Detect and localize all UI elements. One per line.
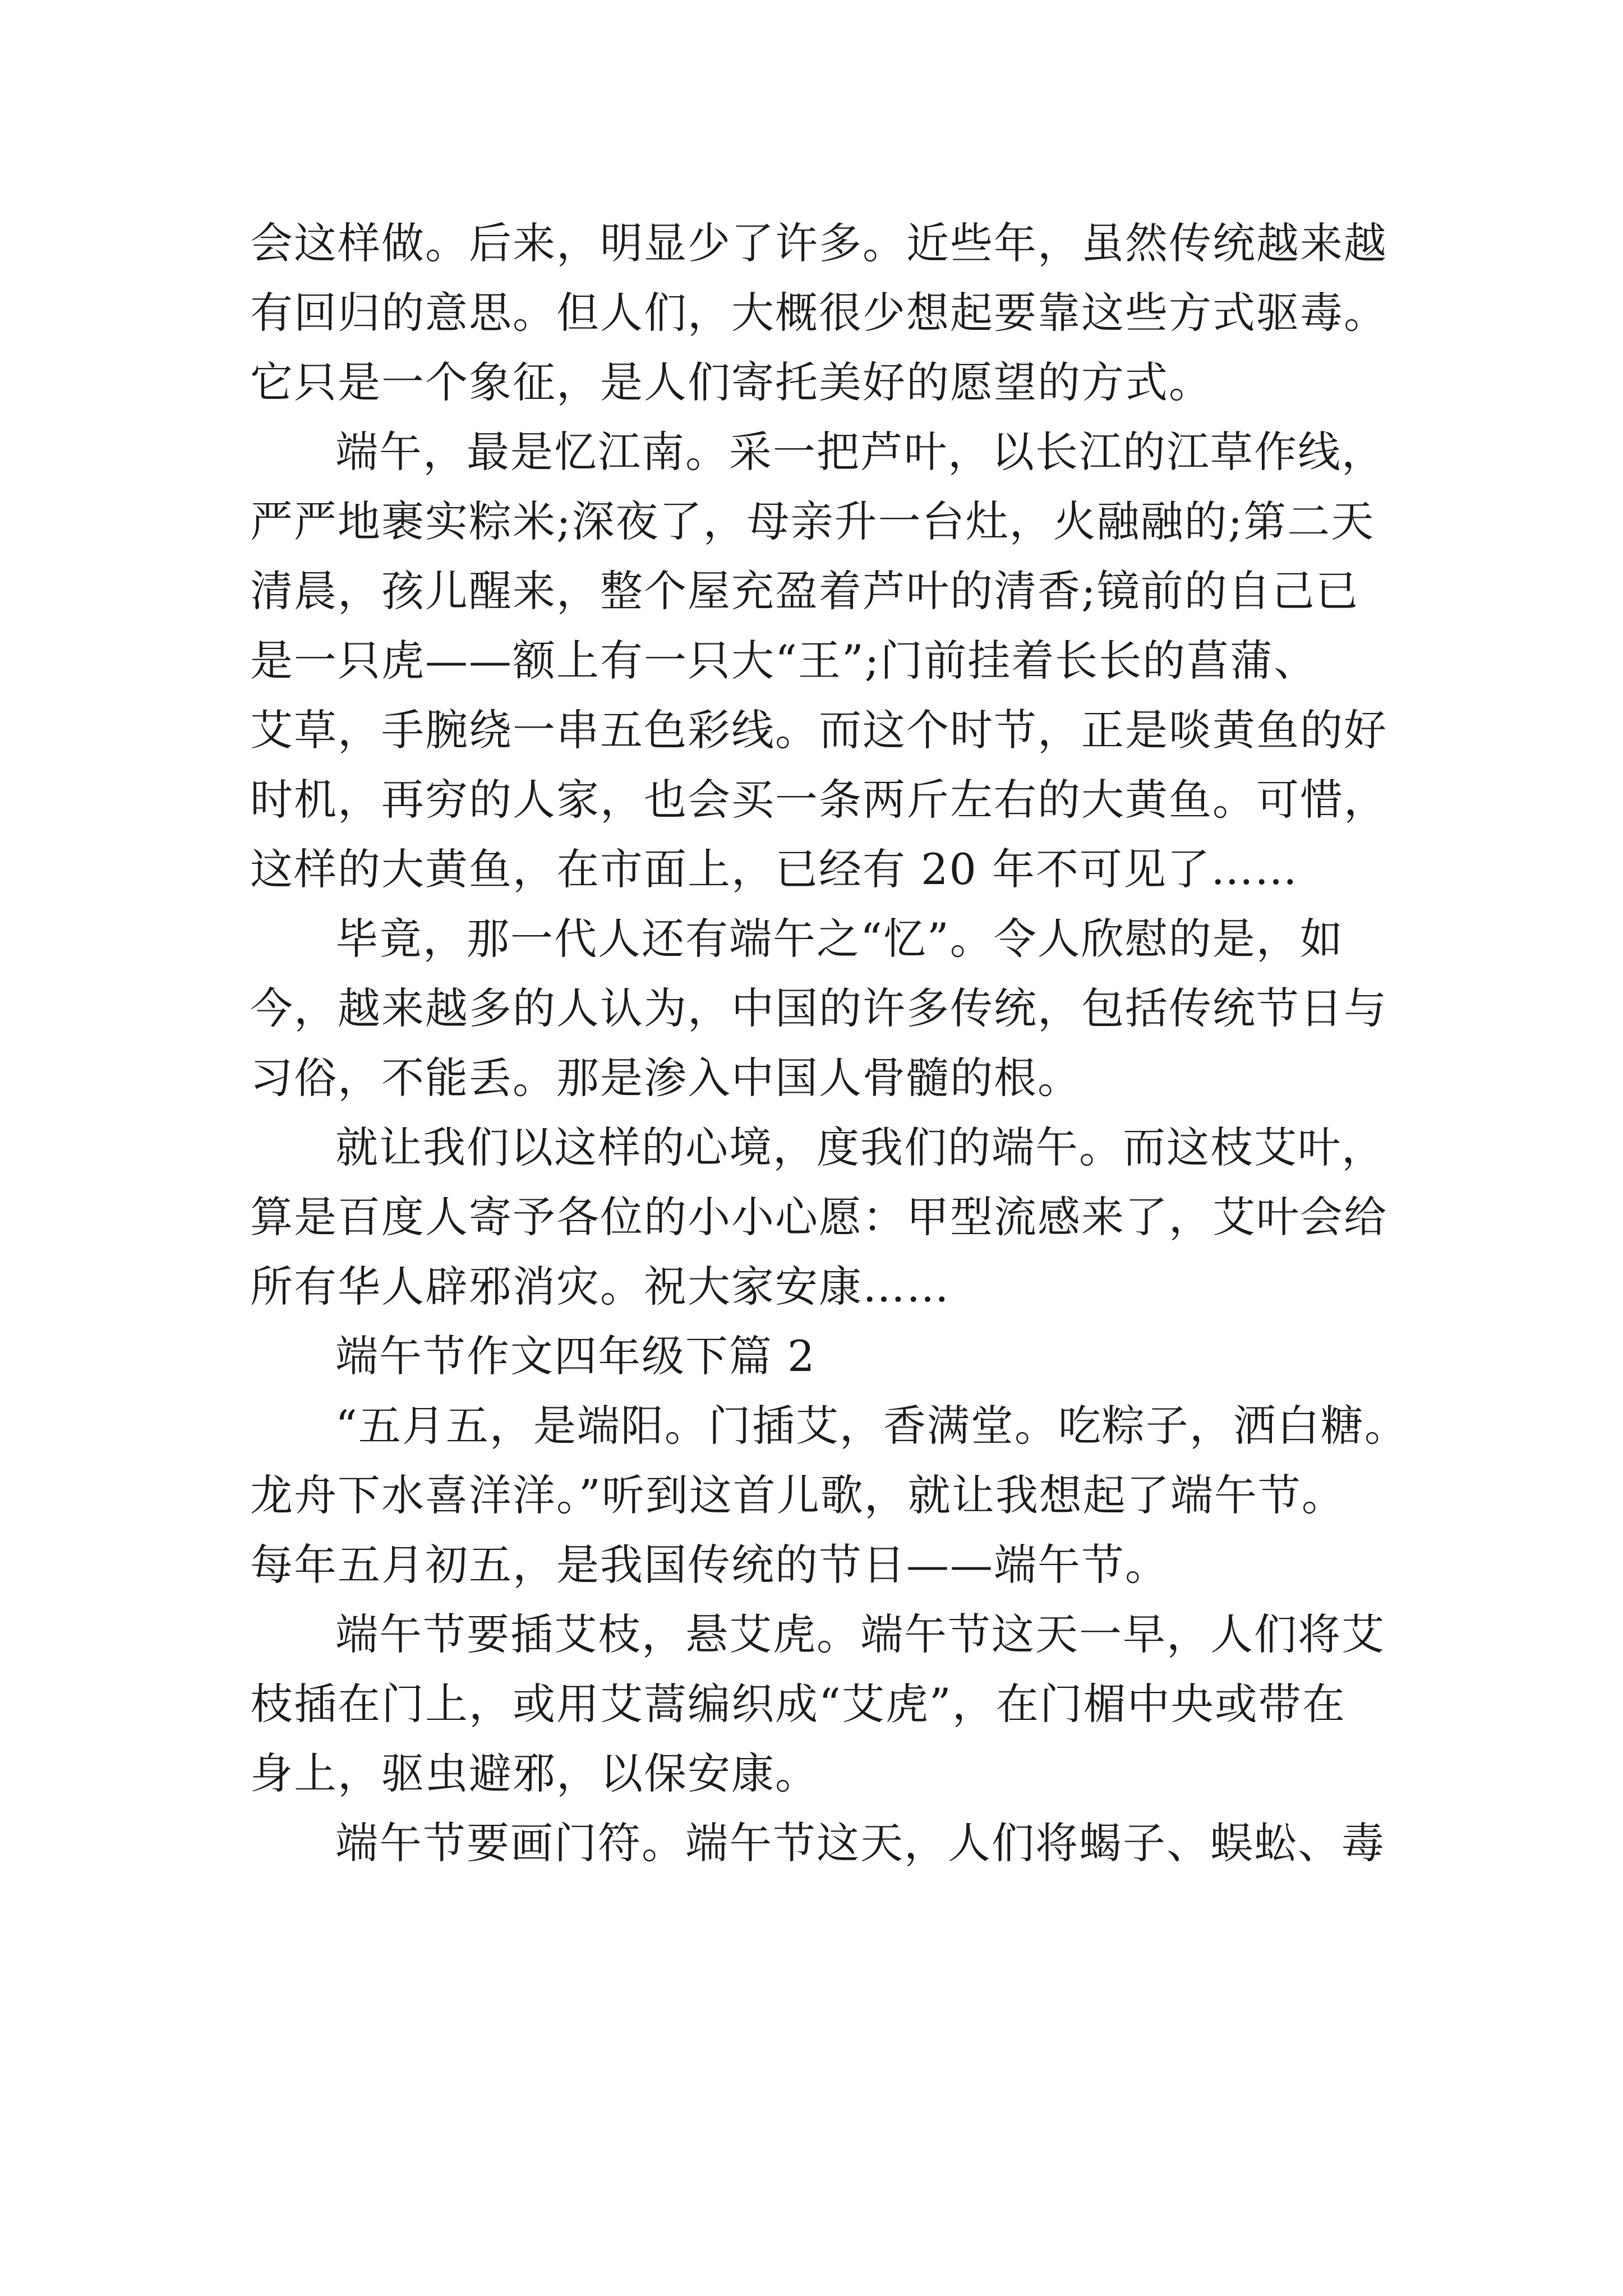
text-line: 龙舟下水喜洋洋。”听到这首儿歌，就让我想起了端午节。	[250, 1470, 1345, 1520]
text-line: 艾草，手腕绕一串五色彩线。而这个时节，正是啖黄鱼的好	[250, 705, 1387, 755]
paragraph-start-line: 端午节要插艾枝，悬艾虎。端午节这天一早，人们将艾	[335, 1609, 1385, 1659]
text-line: 所有华人辟邪消灾。祝大家安康……	[250, 1262, 950, 1312]
text-line: 每年五月初五，是我国传统的节日——端午节。	[250, 1540, 1169, 1590]
paragraph-start-line: 毕竟，那一代人还有端午之“忆”。令人欣慰的是，如	[335, 914, 1344, 964]
text-line: 严严地裹实粽米;深夜了，母亲升一台灶，火融融的;第二天	[250, 496, 1375, 546]
text-line: 今，越来越多的人认为，中国的许多传统，包括传统节日与	[250, 983, 1387, 1033]
paragraph-start-line: 端午，最是忆江南。采一把芦叶，以长江的江草作线，	[335, 427, 1385, 477]
text-line: 这样的大黄鱼，在市面上，已经有 20 年不可见了……	[250, 844, 1299, 894]
section-heading: 端午节作文四年级下篇 2	[335, 1331, 816, 1381]
text-line: 时机，再穷的人家，也会买一条两斤左右的大黄鱼。可惜，	[250, 775, 1387, 825]
paragraph-start-line: “五月五，是端阳。门插艾，香满堂。吃粽子，洒白糖。	[335, 1401, 1408, 1451]
text-line: 它只是一个象征，是人们寄托美好的愿望的方式。	[250, 357, 1212, 407]
text-line: 枝插在门上，或用艾蒿编织成“艾虎”，在门楣中央或带在	[250, 1679, 1346, 1729]
text-line: 会这样做。后来，明显少了许多。近些年，虽然传统越来越	[250, 218, 1387, 268]
text-line: 身上，驱虫避邪，以保安康。	[250, 1749, 819, 1798]
paragraph-start-line: 端午节要画门符。端午节这天，人们将蝎子、蜈蚣、毒	[335, 1818, 1385, 1868]
text-line: 有回归的意思。但人们，大概很少想起要靠这些方式驱毒。	[250, 288, 1387, 338]
body-text	[250, 209, 1417, 1878]
text-line: 清晨，孩儿醒来，整个屋充盈着芦叶的清香;镜前的自己已	[250, 566, 1359, 616]
text-line: 习俗，不能丢。那是渗入中国人骨髓的根。	[250, 1053, 1081, 1103]
paragraph-start-line: 就让我们以这样的心境，度我们的端午。而这枝艾叶，	[335, 1122, 1385, 1172]
text-line: 是一只虎——额上有一只大“王”;门前挂着长长的菖蒲、	[250, 636, 1318, 685]
text-line: 算是百度人寄予各位的小小心愿：甲型流感来了，艾叶会给	[250, 1192, 1387, 1242]
